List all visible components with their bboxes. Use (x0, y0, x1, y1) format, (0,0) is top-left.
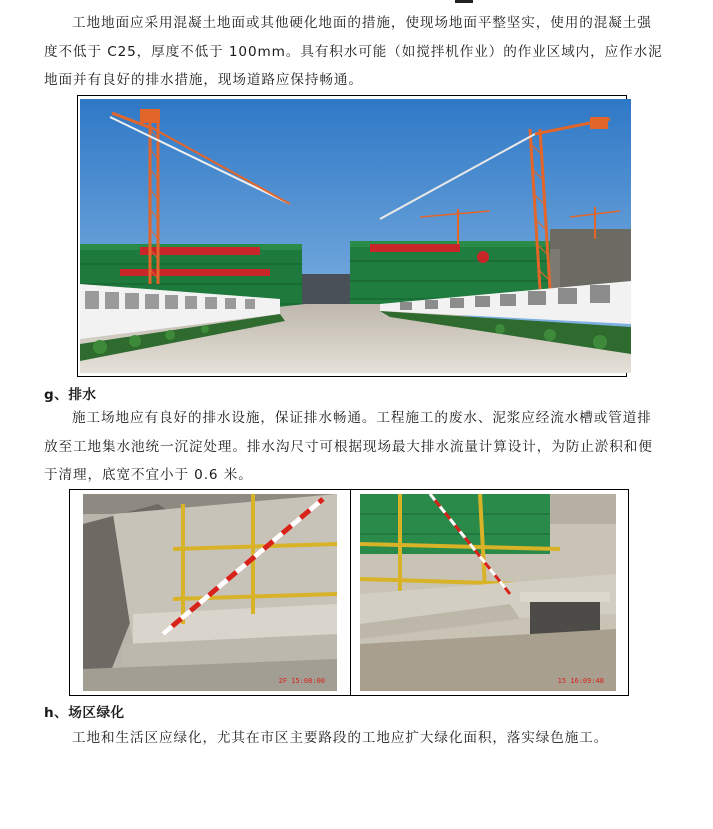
section-h-heading: h、场区绿化 (44, 705, 125, 721)
top-border-fragment (455, 0, 473, 3)
photo-timestamp: 2F 15:08:00 (278, 677, 325, 685)
photo-divider (350, 490, 351, 695)
section-h-paragraph: 工地和生活区应绿化，尤其在市区主要路段的工地应扩大绿化面积，落实绿色施工。 (72, 730, 609, 746)
drainage-photos-frame (69, 489, 629, 696)
drainage-channel-photo (83, 494, 337, 691)
intro-paragraph: 工地地面应采用混凝土地面或其他硬化地面的措施，使现场地面平整坚实，使用的混凝土强度不低于 C25，厚度不低于 100mm。具有积水可能（如搅拌机作业）的作业区域内，应作水泥地面并有良好的排水措施，现场道路应保持畅通。 (44, 15, 663, 89)
section-g-paragraph: 施工场地应有良好的排水设施，保证排水畅通。工程施工的废水、泥浆应经流水槽或管道排放至工地集水池统一沉淀处理。排水沟尺寸可根据现场最大排水流量计算设计，为防止淤积和便于清理，底宽不宜小于 0.6 米。 (44, 410, 653, 484)
photo-timestamp: 15 16:09:48 (557, 677, 604, 685)
construction-site-photo-frame (77, 95, 627, 377)
section-g-heading: g、排水 (44, 387, 97, 403)
construction-site-photo (80, 99, 631, 373)
drainage-pit-photo (360, 494, 616, 691)
